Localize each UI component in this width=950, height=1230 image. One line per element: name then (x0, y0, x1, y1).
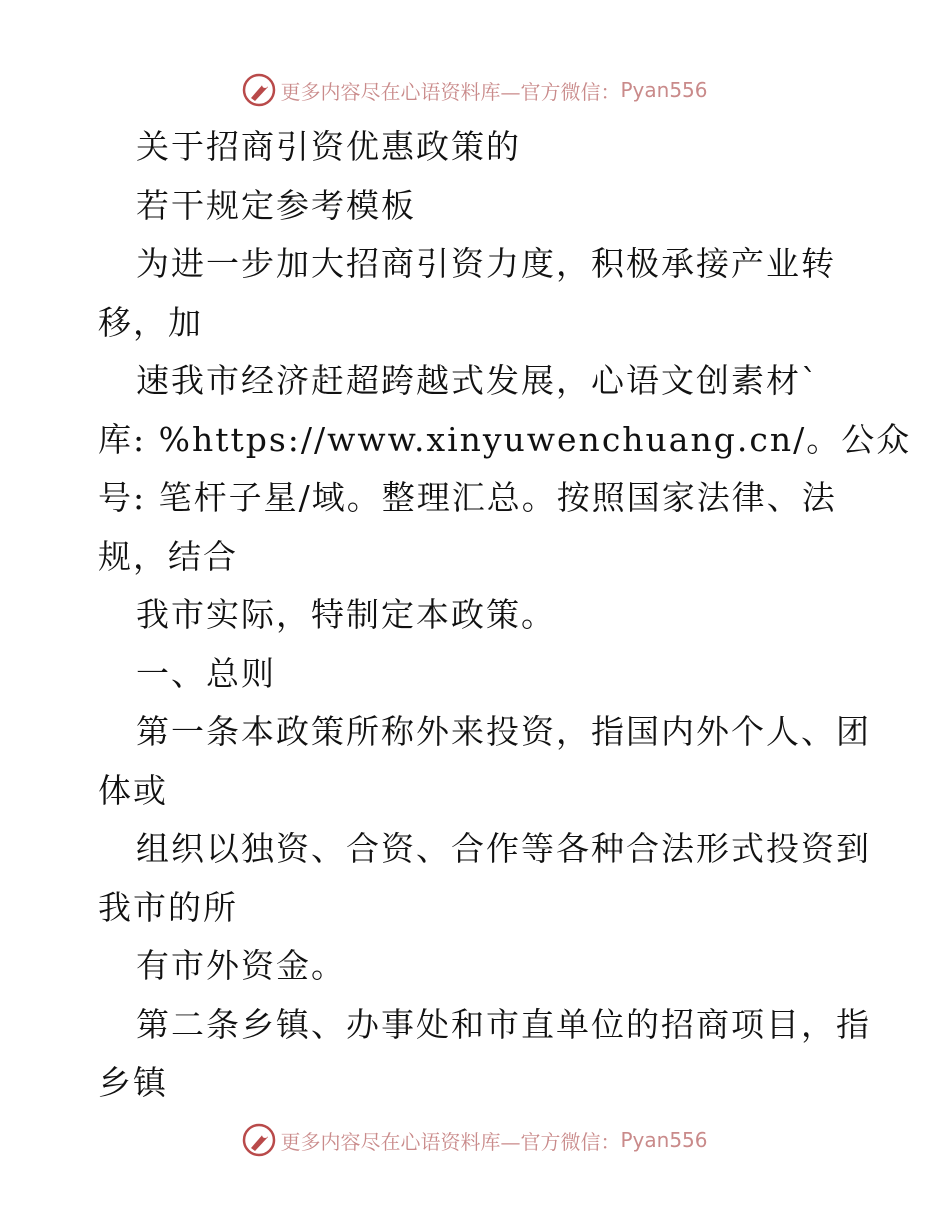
text-line: 关于招商引资优惠政策的 (136, 127, 521, 166)
document-body (98, 118, 912, 1113)
text-line: 我市的所 (98, 887, 238, 927)
pen-logo-icon (242, 1123, 276, 1157)
text-line: 号: 笔杆子星/域。整理汇总。按照国家法律、法 (98, 478, 837, 517)
text-line: 若干规定参考模板 (136, 185, 416, 225)
banner-text: 更多内容尽在心语资料库—官方微信： (280, 79, 621, 104)
text-line: 体或 (98, 770, 168, 810)
text-line: 第一条本政策所称外来投资，指国内外个人、团 (136, 712, 871, 751)
text-line: 为进一步加大招商引资力度，积极承接产业转 (136, 244, 836, 283)
text-line: 库: %https://www.xinyuwenchuang.cn/。公众 (98, 419, 912, 459)
text-line: 移，加 (98, 302, 203, 342)
text-line: 第二条乡镇、办事处和市直单位的招商项目，指 (136, 1004, 871, 1044)
text-line: 乡镇 (98, 1063, 168, 1102)
banner-wechat-id: Pyan556 (620, 1128, 708, 1152)
pen-logo-icon (242, 73, 276, 107)
banner-text: 更多内容尽在心语资料库—官方微信： (280, 1129, 621, 1154)
banner-wechat-id: Pyan556 (620, 78, 708, 102)
text-line: 有市外资金。 (136, 946, 346, 985)
text-line: 速我市经济赶超跨越式发展，心语文创素材` (136, 361, 820, 400)
footer-banner (0, 1120, 950, 1160)
text-line: 我市实际，特制定本政策。 (136, 595, 556, 634)
text-line: 规，结合 (98, 536, 238, 576)
text-line: 组织以独资、合资、合作等各种合法形式投资到 (136, 829, 871, 868)
text-line: 一、总则 (136, 653, 276, 693)
header-banner (0, 70, 950, 110)
